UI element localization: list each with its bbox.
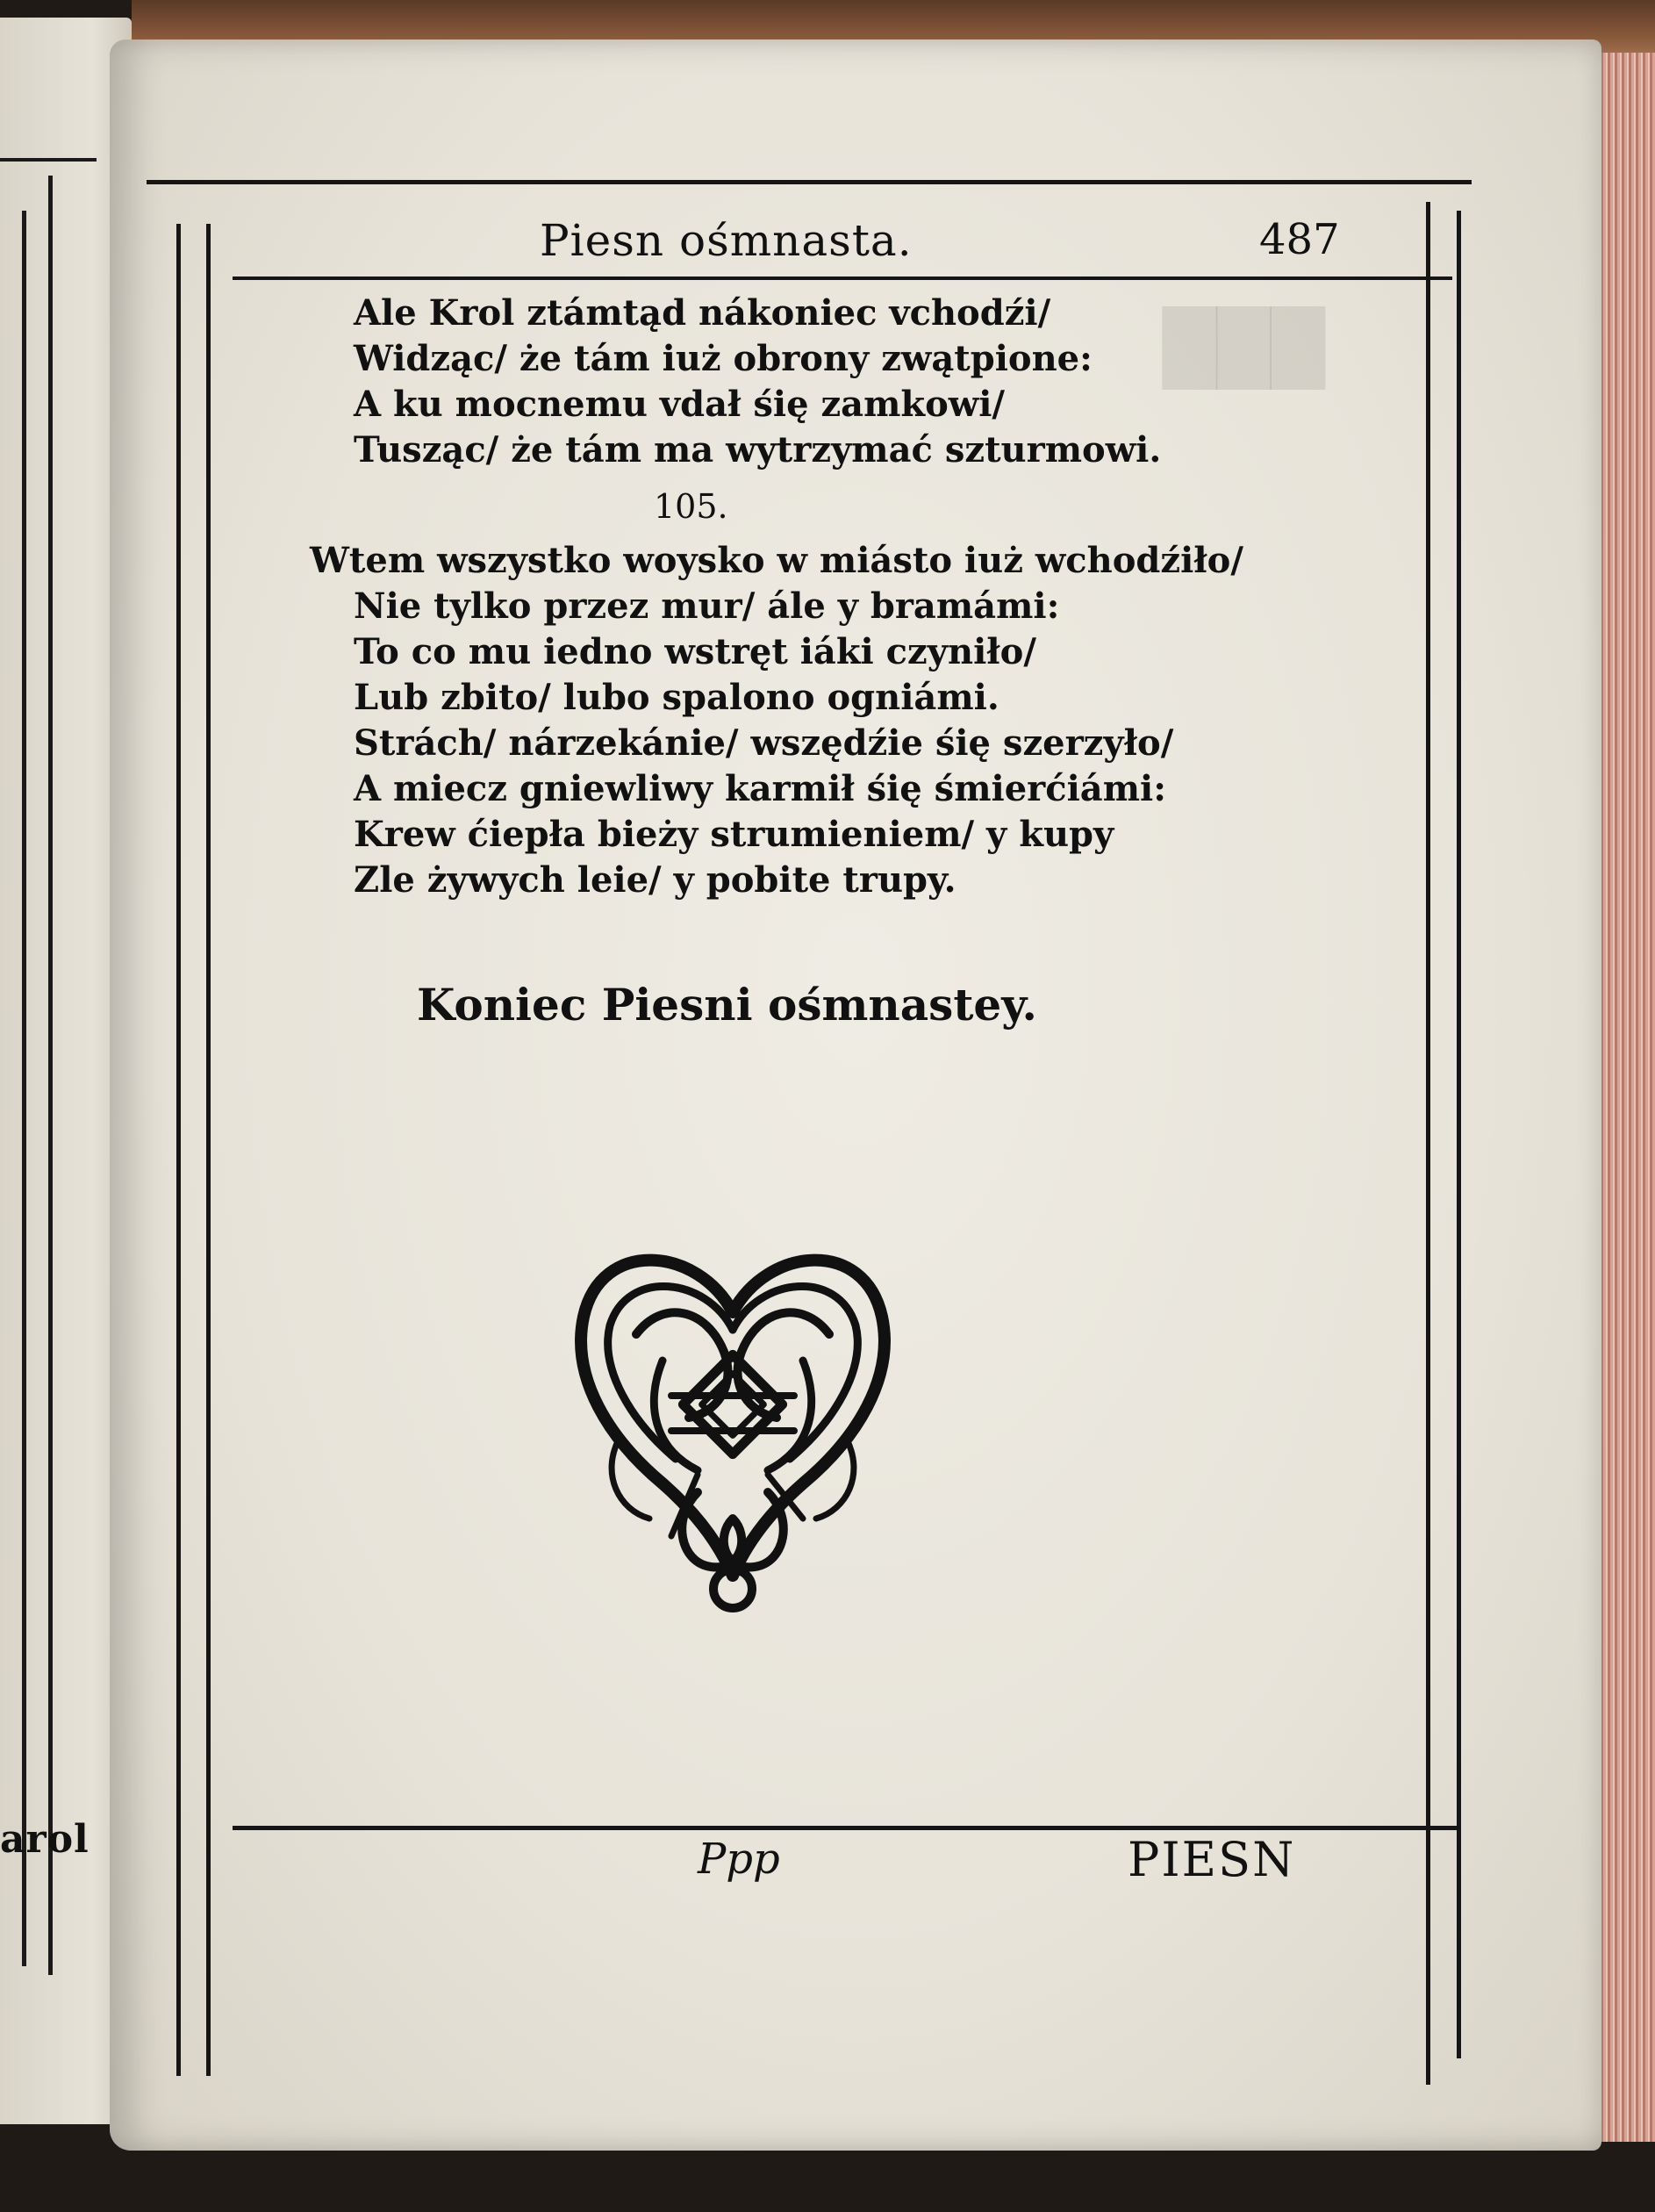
verse-line: A ku mocnemu vdał śię zamkowi/ <box>354 384 1006 425</box>
left-page-catchword: arol <box>0 1817 90 1862</box>
interlaced-heart-ornament-icon <box>566 1229 899 1624</box>
verse-line: To co mu iedno wstręt iáki czyniło/ <box>354 631 1036 672</box>
frame-left-inner-rule <box>206 224 211 2076</box>
verse-line: Zle żywych leie/ y pobite trupy. <box>354 859 956 901</box>
end-title: Koniec Piesni ośmnastey. <box>417 979 1037 1031</box>
frame-right-outer-rule <box>1457 211 1461 2058</box>
book-page <box>110 40 1601 2151</box>
header-rule <box>233 276 1452 280</box>
footer-rule <box>233 1826 1461 1830</box>
verse-line: A miecz gniewliwy karmił śię śmierćiámi: <box>354 768 1166 809</box>
left-page-rule <box>22 211 26 1966</box>
frame-left-outer-rule <box>176 224 181 2076</box>
verse-line: Lub zbito/ lubo spalono ogniámi. <box>354 677 999 718</box>
stanza-number: 105. <box>654 487 728 526</box>
running-title: Piesn ośmnasta. <box>540 215 913 266</box>
verse-line: Tusząc/ że tám ma wytrzymać szturmowi. <box>354 429 1162 470</box>
verse-line: Widząc/ że tám iuż obrony zwątpione: <box>354 338 1093 379</box>
left-page-rule <box>48 176 53 1975</box>
verse-line: Strách/ nárzekánie/ wszędźie śię szerzyło/ <box>354 722 1174 764</box>
page-edges <box>1594 53 1655 2142</box>
frame-right-inner-rule <box>1426 202 1430 2085</box>
page-number: 487 <box>1259 215 1340 264</box>
verse-line: Nie tylko przez mur/ ále y bramámi: <box>354 585 1060 627</box>
left-page-top-rule <box>0 158 97 162</box>
show-through: ███ <box>1163 307 1325 389</box>
verse-line: Ale Krol ztámtąd nákoniec vchodźi/ <box>354 292 1051 334</box>
frame-top-rule <box>147 180 1472 184</box>
verse-line: Wtem wszystko woysko w miásto iuż wchodźiło/ <box>310 540 1243 581</box>
verse-line: Krew ćiepła bieży strumieniem/ y kupy <box>354 814 1114 855</box>
signature-mark: Ppp <box>698 1835 780 1884</box>
catchword: PIESN <box>1128 1832 1296 1887</box>
